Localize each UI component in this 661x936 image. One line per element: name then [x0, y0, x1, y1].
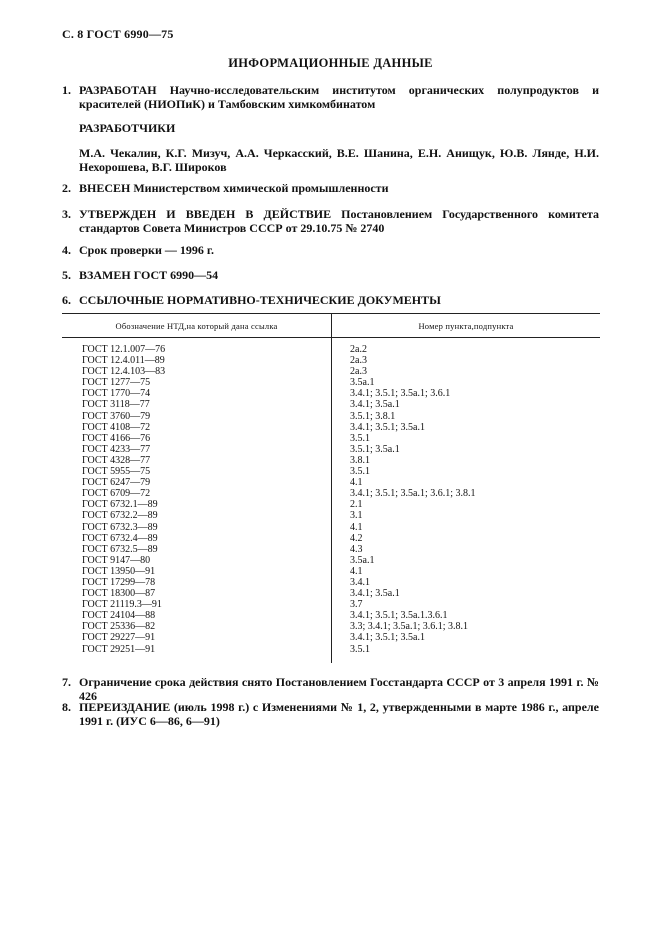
table-cell-ntd: ГОСТ 3118—77 — [82, 399, 150, 411]
table-cell-ntd: ГОСТ 4166—76 — [82, 432, 151, 444]
table-cell-ntd: ГОСТ 6732.3—89 — [82, 521, 158, 533]
table-cell-clause: 3.4.1; 3.5а.1 — [350, 399, 400, 411]
table-header-clause: Номер пункта,подпункта — [418, 321, 514, 331]
table-cell-clause: 3.4.1; 3.5.1; 3.5а.1 — [350, 632, 425, 644]
item-number: 3. — [62, 207, 71, 221]
table-cell-ntd: ГОСТ 6709—72 — [82, 488, 151, 500]
table-cell-ntd: ГОСТ 25336—82 — [82, 621, 156, 633]
item-text: ВЗАМЕН ГОСТ 6990—54 — [79, 268, 219, 282]
table-cell-clause: 3.8.1 — [350, 454, 370, 466]
item-8 — [62, 700, 599, 728]
table-cell-clause: 3.5.1 — [350, 643, 370, 655]
developers-heading: РАЗРАБОТЧИКИ — [79, 121, 176, 135]
table-cell-ntd: ГОСТ 4233—77 — [82, 443, 151, 455]
item-6 — [62, 293, 599, 307]
table-cell-clause: 3.4.1 — [350, 576, 370, 588]
item-text: ССЫЛОЧНЫЕ НОРМАТИВНО-ТЕХНИЧЕСКИЕ ДОКУМЕНТЫ — [79, 293, 441, 307]
item-number: 6. — [62, 293, 71, 307]
table-cell-clause: 2а.2 — [350, 344, 367, 355]
table-cell-ntd: ГОСТ 29227—91 — [82, 632, 156, 644]
table-cell-clause: 2а.3 — [350, 366, 367, 378]
table-cell-clause: 3.5а.1 — [350, 554, 375, 566]
table-cell-clause: 3.4.1; 3.5.1; 3.5а.1 — [350, 421, 425, 433]
table-cell-clause: 3.1 — [350, 510, 363, 522]
item-text: УТВЕРЖДЕН И ВВЕДЕН В ДЕЙСТВИЕ Постановлением Государственного комитета стандартов Совета Министров СССР от 29.10.75 № 2740 — [79, 207, 599, 235]
table-cell-ntd: ГОСТ 6732.5—89 — [82, 543, 158, 555]
table-cell-ntd: ГОСТ 3760—79 — [82, 410, 151, 422]
table-cell-ntd: ГОСТ 12.4.011—89 — [82, 355, 165, 367]
table-column-divider — [331, 313, 332, 663]
table-cell-clause: 3.5а.1 — [350, 377, 375, 389]
references-table — [62, 313, 600, 663]
item-text: ВНЕСЕН Министерством химической промышленности — [79, 181, 389, 195]
item-1 — [62, 83, 599, 111]
table-cell-clause: 2.1 — [350, 499, 363, 511]
table-cell-ntd: ГОСТ 12.1.007—76 — [82, 344, 166, 355]
table-cell-ntd: ГОСТ 24104—88 — [82, 610, 156, 622]
table-cell-clause: 4.1 — [350, 565, 363, 577]
item-7 — [62, 675, 599, 703]
table-cell-clause: 4.1 — [350, 477, 363, 489]
developers-list: М.А. Чекалин, К.Г. Мизуч, А.А. Черкасский, В.Е. Шанина, Е.Н. Анищук, Ю.В. Лянде, Н.И. Нехорошева, В.Г. Широков — [79, 146, 599, 174]
page-title: ИНФОРМАЦИОННЫЕ ДАННЫЕ — [228, 56, 433, 70]
table-cell-ntd: ГОСТ 6732.1—89 — [82, 499, 158, 511]
table-cell-ntd: ГОСТ 13950—91 — [82, 565, 156, 577]
item-number: 5. — [62, 268, 71, 282]
item-text: РАЗРАБОТАН Научно-исследовательским институтом органических полупродуктов и красителей (НИОПиК) и Тамбовским химкомбинатом — [79, 83, 599, 111]
table-cell-clause: 3.3; 3.4.1; 3.5а.1; 3.6.1; 3.8.1 — [350, 621, 469, 633]
table-cell-clause: 4.1 — [350, 521, 363, 533]
item-text: Срок проверки — 1996 г. — [79, 243, 214, 257]
table-cell-clause: 4.2 — [350, 532, 363, 544]
table-cell-ntd: ГОСТ 29251—91 — [82, 643, 156, 655]
table-cell-clause: 4.3 — [350, 543, 363, 555]
ntd-column — [82, 344, 165, 655]
table-cell-ntd: ГОСТ 6247—79 — [82, 477, 151, 489]
table-cell-ntd: ГОСТ 4108—72 — [82, 421, 151, 433]
table-cell-ntd: ГОСТ 9147—80 — [82, 554, 151, 566]
clause-column — [350, 344, 476, 655]
table-cell-ntd: ГОСТ 6732.4—89 — [82, 532, 158, 544]
table-cell-clause: 3.5.1 — [350, 466, 370, 478]
item-number: 1. — [62, 83, 71, 97]
table-cell-ntd: ГОСТ 5955—75 — [82, 466, 151, 478]
table-cell-ntd: ГОСТ 17299—78 — [82, 576, 156, 588]
table-cell-ntd: ГОСТ 4328—77 — [82, 454, 151, 466]
table-cell-clause: 3.4.1; 3.5.1; 3.5а.1; 3.6.1 — [350, 388, 451, 400]
item-number: 8. — [62, 700, 71, 714]
table-cell-ntd: ГОСТ 1770—74 — [82, 388, 151, 400]
page-header: С. 8 ГОСТ 6990—75 — [62, 27, 174, 41]
table-cell-ntd: ГОСТ 12.4.103—83 — [82, 366, 166, 378]
item-4 — [62, 243, 599, 257]
table-cell-clause: 3.7 — [350, 599, 363, 611]
table-cell-ntd: ГОСТ 6732.2—89 — [82, 510, 158, 522]
item-5 — [62, 268, 599, 282]
item-3 — [62, 207, 599, 235]
table-cell-clause: 3.5.1 — [350, 432, 370, 444]
table-cell-ntd: ГОСТ 21119.3—91 — [82, 599, 162, 611]
item-2 — [62, 181, 599, 195]
table-cell-clause: 3.5.1; 3.8.1 — [350, 410, 396, 422]
table-cell-clause: 3.5.1; 3.5а.1 — [350, 443, 400, 455]
table-cell-clause: 2а.3 — [350, 355, 367, 367]
table-cell-clause: 3.4.1; 3.5.1; 3.5а.1; 3.6.1; 3.8.1 — [350, 488, 476, 500]
table-cell-ntd: ГОСТ 1277—75 — [82, 377, 151, 389]
item-number: 2. — [62, 181, 71, 195]
table-cell-ntd: ГОСТ 18300—87 — [82, 588, 156, 600]
item-number: 4. — [62, 243, 71, 257]
table-cell-clause: 3.4.1; 3.5.1; 3.5а.1.3.6.1 — [350, 610, 448, 622]
table-header-ntd: Обозначение НТД,на который дана ссылка — [115, 321, 278, 331]
item-number: 7. — [62, 675, 71, 689]
item-text: Ограничение срока действия снято Постановлением Госстандарта СССР от 3 апреля 1991 г. № 426 — [79, 675, 599, 703]
table-cell-clause: 3.4.1; 3.5а.1 — [350, 588, 400, 600]
item-text: ПЕРЕИЗДАНИЕ (июль 1998 г.) с Изменениями № 1, 2, утвержденными в марте 1986 г., апреле 1991 г. (ИУС 6—86, 6—91) — [79, 700, 599, 728]
